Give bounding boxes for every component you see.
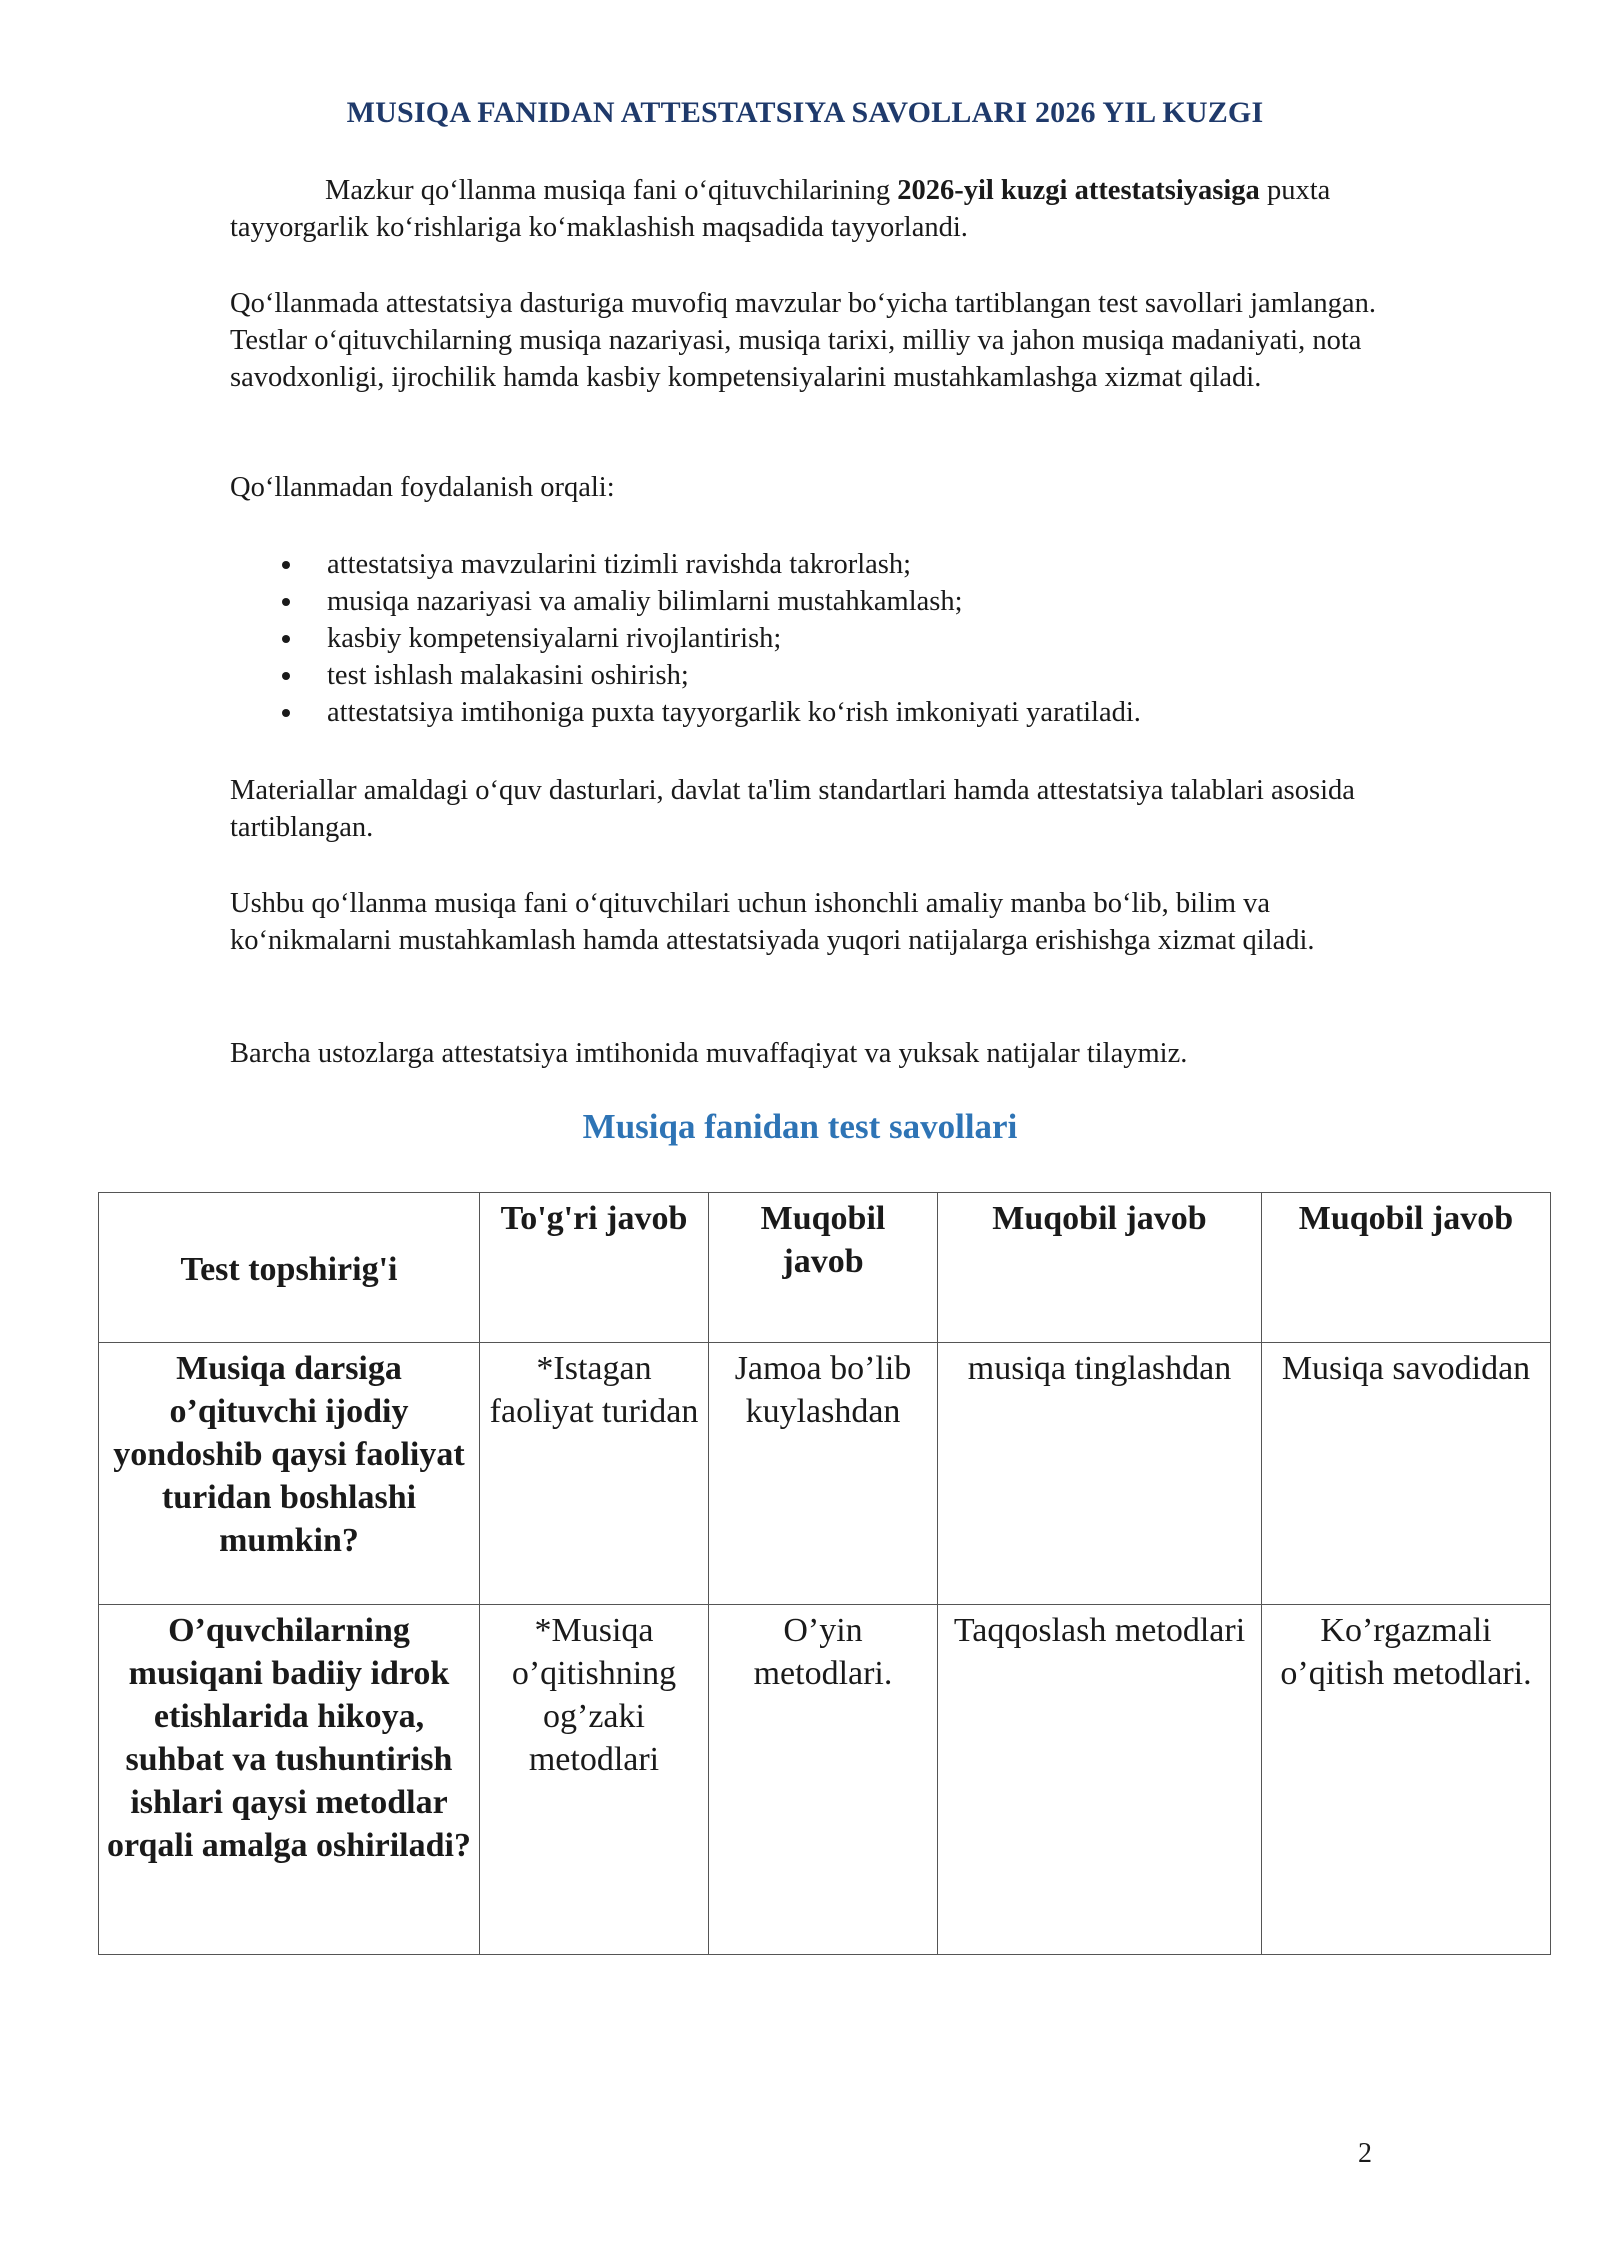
bullet-icon — [282, 635, 290, 643]
alternative-answer-cell: Ko’rgazmali o’qitish metodlari. — [1262, 1605, 1551, 1955]
header-alternative-2: Muqobil javob — [938, 1193, 1262, 1343]
list-item — [230, 583, 1380, 620]
paragraph-usage-intro: Qo‘llanmadan foydalanish orqali: — [230, 472, 615, 503]
intro-text-part2: puxta tayyorgarlik ko‘rishlariga ko‘maklashish maqsadida tayyorlandi. — [230, 175, 1331, 243]
bullet-icon — [282, 672, 290, 680]
section-subtitle: Musiqa fanidan test savollari — [582, 1107, 1018, 1146]
intro-paragraph — [230, 172, 1380, 246]
paragraph-purpose: Ushbu qo‘llanma musiqa fani o‘qituvchilari uchun ishonchli amaliy manba bo‘lib, bilim va ko‘nikmalarni mustahkamlash hamda attestatsiyada yuqori natijalarga erishishga xizmat qiladi. — [230, 888, 1315, 956]
alternative-answer-cell: O’yin metodlari. — [709, 1605, 938, 1955]
header-alternative-3: Muqobil javob — [1262, 1193, 1551, 1343]
list-item-text: kasbiy kompetensiyalarni rivojlantirish; — [327, 623, 782, 654]
benefits-list — [230, 546, 1380, 731]
list-item-text: test ishlash malakasini oshirish; — [327, 660, 689, 691]
paragraph-contents: Qo‘llanmada attestatsiya dasturiga muvofiq mavzular bo‘yicha tartiblangan test savollari jamlangan. Testlar o‘qituvchilarning musiqa nazariyasi, musiqa tarixi, milliy va jahon musiqa madaniyati, nota savodxonligi, ijrochilik hamda kasbiy kompetensiyalarini mustahkamlashga xizmat qiladi. — [230, 288, 1376, 393]
question-cell: Musiqa darsiga o’qituvchi ijodiy yondoshib qaysi faoliyat turidan boshlashi mumkin? — [99, 1343, 480, 1605]
bullet-icon — [282, 598, 290, 606]
table-row — [99, 1605, 1551, 1955]
paragraph-wishes: Barcha ustozlarga attestatsiya imtihonida muvaffaqiyat va yuksak natijalar tilaymiz. — [230, 1038, 1188, 1069]
question-cell: O’quvchilarning musiqani badiiy idrok etishlarida hikoya, suhbat va tushuntirish ishlari qaysi metodlar orqali amalga oshiriladi? — [99, 1605, 480, 1955]
list-item — [230, 657, 1380, 694]
test-questions-table — [98, 1192, 1551, 1955]
document-title: MUSIQA FANIDAN ATTESTATSIYA SAVOLLARI 2026 YIL KUZGI — [346, 96, 1264, 129]
paragraph-materials: Materiallar amaldagi o‘quv dasturlari, davlat ta'lim standartlari hamda attestatsiya talablari asosida tartiblangan. — [230, 775, 1355, 843]
table-row — [99, 1343, 1551, 1605]
header-alternative-1: Muqobil javob — [709, 1193, 938, 1343]
list-item-text: attestatsiya mavzularini tizimli ravishda takrorlash; — [327, 549, 912, 580]
list-item-text: attestatsiya imtihoniga puxta tayyorgarlik ko‘rish imkoniyati yaratiladi. — [327, 697, 1141, 728]
page-number: 2 — [1358, 2138, 1372, 2169]
correct-answer-cell: *Istagan faoliyat turidan — [480, 1343, 709, 1605]
list-item — [230, 546, 1380, 583]
list-item — [230, 694, 1380, 731]
header-correct-answer: To'g'ri javob — [480, 1193, 709, 1343]
list-item — [230, 620, 1380, 657]
correct-answer-cell: *Musiqa o’qitishning og’zaki metodlari — [480, 1605, 709, 1955]
intro-text-bold: 2026-yil kuzgi attestatsiyasiga — [897, 175, 1260, 206]
header-task: Test topshirig'i — [99, 1193, 480, 1343]
alternative-answer-cell: musiqa tinglashdan — [938, 1343, 1262, 1605]
bullet-icon — [282, 561, 290, 569]
alternative-answer-cell: Musiqa savodidan — [1262, 1343, 1551, 1605]
alternative-answer-cell: Jamoa bo’lib kuylashdan — [709, 1343, 938, 1605]
list-item-text: musiqa nazariyasi va amaliy bilimlarni mustahkamlash; — [327, 586, 963, 617]
table-header-row — [99, 1193, 1551, 1343]
alternative-answer-cell: Taqqoslash metodlari — [938, 1605, 1262, 1955]
bullet-icon — [282, 709, 290, 717]
intro-text-part1: Mazkur qo‘llanma musiqa fani o‘qituvchilarining — [325, 175, 898, 206]
